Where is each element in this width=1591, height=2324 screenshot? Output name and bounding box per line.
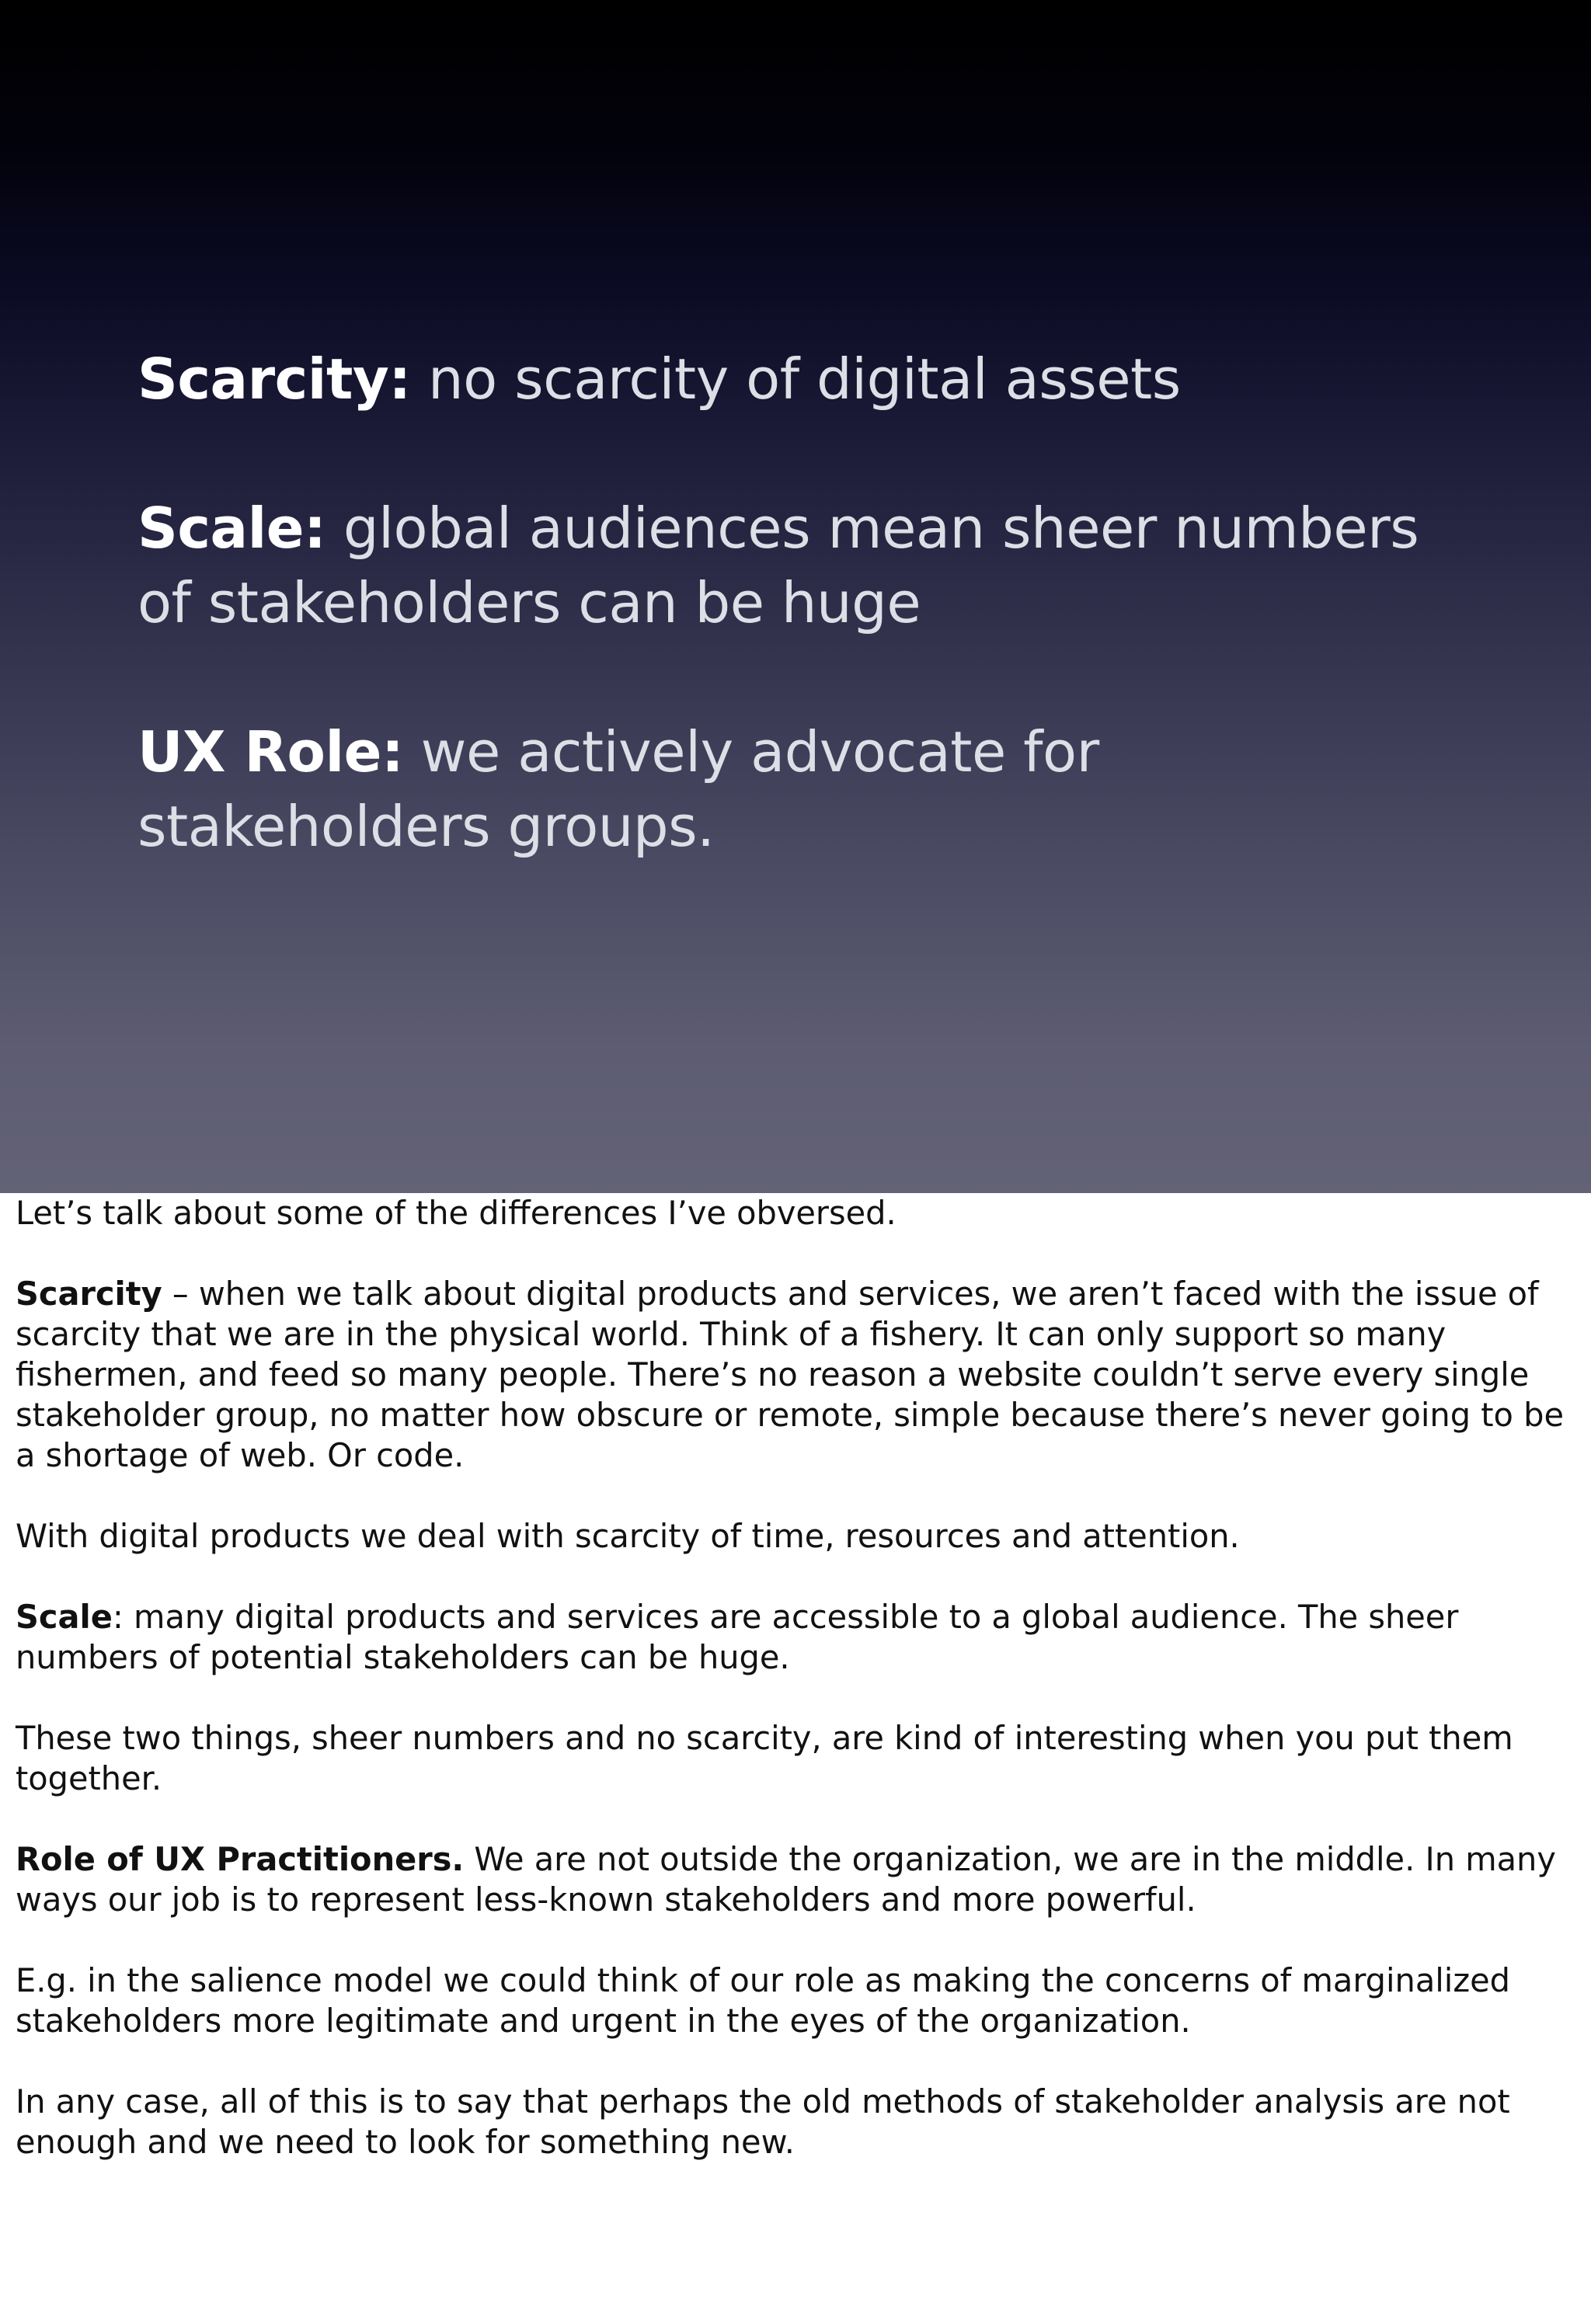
slide-text: no scarcity of digital assets — [410, 346, 1181, 412]
notes-scale — [16, 1597, 1585, 1678]
slide-item-scarcity — [138, 342, 1458, 416]
notes-salience: E.g. in the salience model we could think of our role as making the concerns of marginalized stakeholders more legitimate and urgent in the eyes of the organization. — [16, 1961, 1510, 2040]
notes-conclusion: In any case, all of this is to say that perhaps the old methods of stakeholder analysis are not enough and we need to look for something new. — [16, 2082, 1510, 2161]
slide-term: UX Role: — [138, 719, 404, 785]
notes-text: – when we talk about digital products and services, we aren’t faced with the issue of scarcity that we are in the physical world. Think of a fishery. It can only support so many fishermen, and feed so many people. There’s no reason a website couldn’t serve every single stakeholder group, no matter how obscure or remote, simple because there’s never going to be a shortage of web. Or code. — [16, 1275, 1564, 1474]
notes-term: Scarcity — [16, 1275, 162, 1313]
slide-item-scale — [138, 491, 1458, 640]
notes-digital-scarcity: With digital products we deal with scarcity of time, resources and attention. — [16, 1517, 1240, 1555]
slide-text: we actively advocate for stakeholders groups. — [138, 719, 1099, 859]
notes-text: : many digital products and services are accessible to a global audience. The sheer numbers of potential stakeholders can be huge. — [16, 1598, 1459, 1676]
notes-intro: Let’s talk about some of the differences I’ve obversed. — [16, 1194, 896, 1232]
slide-item-ux-role — [138, 715, 1458, 864]
notes-role — [16, 1839, 1585, 1920]
slide-term: Scale: — [138, 496, 326, 561]
notes-two-things: These two things, sheer numbers and no scarcity, are kind of interesting when you put them together. — [16, 1719, 1513, 1797]
slide-bullets — [138, 342, 1458, 938]
notes-scarcity — [16, 1274, 1585, 1476]
notes-term: Scale — [16, 1598, 113, 1636]
speaker-notes — [16, 1193, 1585, 2203]
notes-text: We are not outside the organization, we are in the middle. In many ways our job is to represent less-known stakeholders and more powerful. — [16, 1840, 1556, 1919]
slide-term: Scarcity: — [138, 346, 411, 412]
slide-text: global audiences mean sheer numbers of stakeholders can be huge — [138, 496, 1419, 635]
notes-term: Role of UX Practitioners. — [16, 1840, 465, 1878]
